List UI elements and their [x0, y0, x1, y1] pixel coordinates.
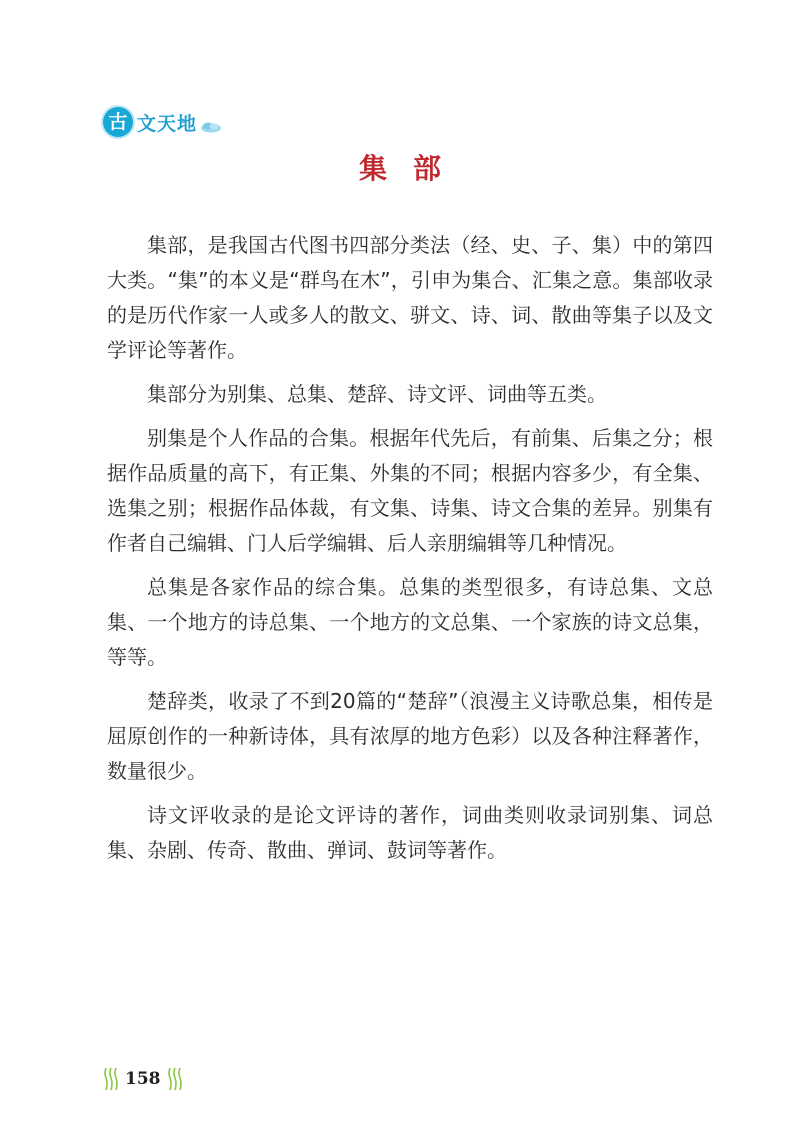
badge-circle: 古: [103, 107, 133, 137]
left-ornament-icon: [103, 1066, 119, 1092]
paragraph: 集部分为别集、总集、楚辞、诗文评、词曲等五类。: [147, 382, 607, 406]
paragraph: 楚辞类，收录了不到20篇的“楚辞”（浪漫主义诗歌总集，相传是屈原创作的一种新诗体，具有浓厚的地方色彩）以及各种注释著作，数量很少。: [107, 689, 713, 783]
paragraph: 总集是各家作品的综合集。总集的类型很多，有诗总集、文总集、一个地方的诗总集、一个地方的文总集、一个家族的诗文总集，等等。: [107, 575, 713, 669]
page-number: 158: [125, 1069, 161, 1089]
badge-label: 文天地: [137, 112, 198, 135]
page-footer: [103, 1064, 183, 1094]
paragraph: 集部，是我国古代图书四部分类法（经、史、子、集）中的第四大类。“集”的本义是“群鸟在木”，引申为集合、汇集之意。集部收录的是历代作家一人或多人的散文、骈文、诗、词、散曲等集子以及文学评论等著作。: [107, 233, 713, 362]
page-title: 集部: [358, 152, 467, 185]
article-body: [107, 228, 713, 877]
cloud-icon: [200, 121, 222, 133]
paragraph: 诗文评收录的是论文评诗的著作，词曲类则收录词别集、词总集、杂剧、传奇、散曲、弹词、鼓词等著作。: [107, 803, 713, 862]
paragraph: 别集是个人作品的合集。根据年代先后，有前集、后集之分；根据作品质量的高下，有正集、外集的不同；根据内容多少，有全集、选集之别；根据作品体裁，有文集、诗集、诗文合集的差异。别集有作者自己编辑、门人后学编辑、后人亲朋编辑等几种情况。: [107, 426, 713, 555]
right-ornament-icon: [167, 1066, 183, 1092]
section-badge: [103, 104, 222, 140]
